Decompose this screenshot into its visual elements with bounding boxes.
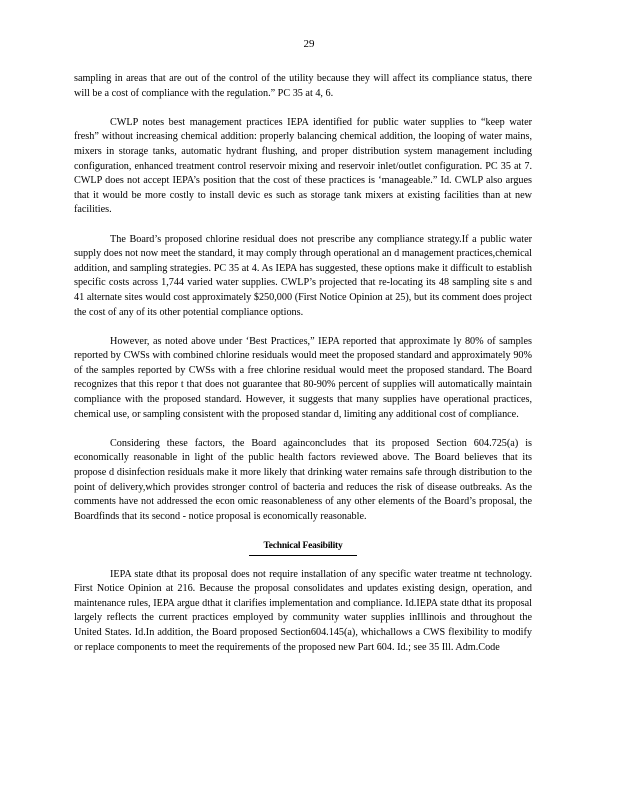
document-body <box>74 72 532 670</box>
paragraph: CWLP notes best management practices IEPA identified for public water supplies to “keep water fresh” without increasing chemical addition: properly balancing chemical addition, the looping of water mains, mixers in storage tanks, automatic hydrant flushing, and proper distribution system management including configuration, enhanced treatment control reservoir mixing and reservoir inlet/outlet configuration. PC 35 at 7. CWLP does not accept IEPA’s position that the cost of these practices is ‘manageable.” Id. CWLP also argues that it would be more costly to install devic es such as storage tank mixers at existing facilities than at new facilities. <box>74 116 532 216</box>
section-heading <box>74 539 532 556</box>
paragraphs-after <box>74 568 532 656</box>
section-heading-text: Technical Feasibility <box>249 539 357 556</box>
paragraph: However, as noted above under ‘Best Practices,” IEPA reported that approximate ly 80% of samples reported by CWSs with combined chlorine residuals would meet the proposed standard and approximately 90% of the samples reported by CWSs with a free chlorine residual would meet the proposed standard. The Board recognizes that this repor t that does not guarantee that 80-90% percent of supplies will automatically maintain compliance with the proposed standard. However, it suggests that many supplies have operational practices, chemical use, or sampling consistent with the proposed standar d, limiting any additional cost of compliance. <box>74 335 532 420</box>
paragraph: The Board’s proposed chlorine residual does not prescribe any compliance strategy.If a public water supply does not now meet the standard, it may comply through operational an d management practices,chemical addition, and sampling strategies. PC 35 at 4. As IEPA has suggested, these options make it difficult to establish specific costs across 1,744 varied water supplies. CWLP’s projected that re-locating its 48 sampling site s and 41 alternate sites would cost approximately $250,000 (First Notice Opinion at 25), but its comment does project the cost of any of its other potential compliance options. <box>74 233 532 318</box>
paragraph: IEPA state dthat its proposal does not require installation of any specific water treatme nt technology. First Notice Opinion at 216. Because the proposal consolidates and updates existing design, operation, and maintenance rules, IEPA argue dthat it clarifies implementation and compliance. Id.IEPA state dthat its proposal largely reflects the current practices employed by community water supplies inIllinois and throughout the United States. Id.In addition, the Board proposed Section604.145(a), whichallows a CWS flexibility to modify or replace components to meet the requirements of the proposed new Part 604. Id.; see 35 Ill. Adm.Code <box>74 568 532 653</box>
paragraphs-before <box>74 72 532 524</box>
page-number: 29 <box>303 38 315 50</box>
paragraph: sampling in areas that are out of the control of the utility because they will affect its compliance status, there will be a cost of compliance with the regulation.” PC 35 at 4, 6. <box>74 73 532 99</box>
paragraph: Considering these factors, the Board againconcludes that its proposed Section 604.725(a) is economically reasonable in light of the public health factors reviewed above. The Board believes that its propose d disinfection residuals make it more likely that drinking water remains safe through distribution to the point of delivery,which provides stronger control of bacteria and reduces the risk of disease outbreaks. As the comments have not addressed the econ omic reasonableness of any other elements of the Board’s proposal, the Boardfinds that its second - notice proposal is economically reasonable. <box>74 437 532 522</box>
